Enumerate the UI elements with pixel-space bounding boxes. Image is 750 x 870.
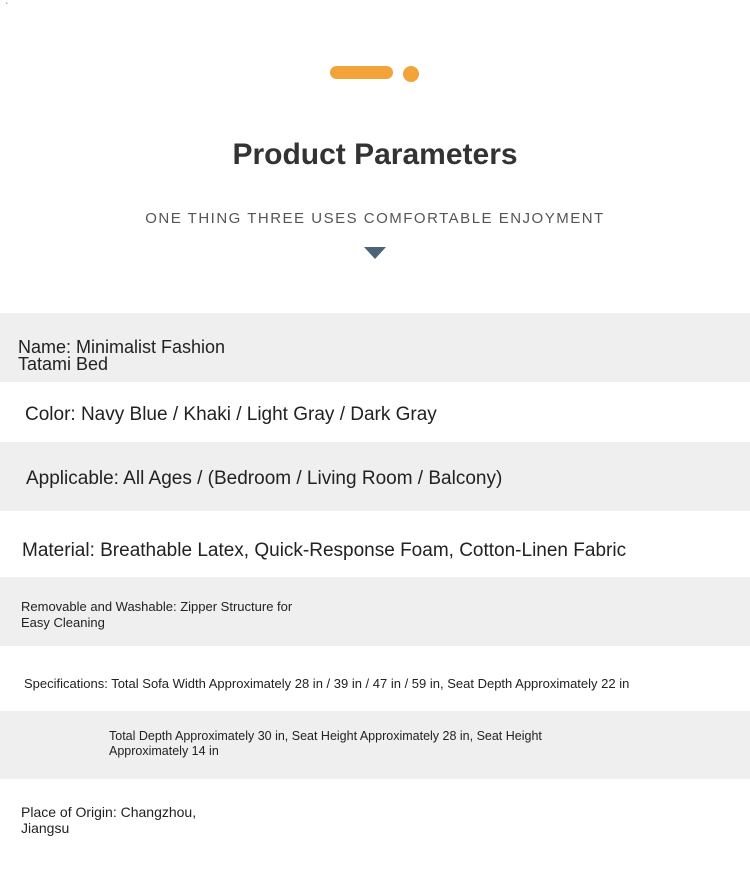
param-text [109, 729, 542, 759]
param-text [21, 804, 196, 836]
param-row-color [0, 383, 750, 442]
param-line: Applicable: All Ages / (Bedroom / Living Room / Balcony) [26, 468, 503, 489]
param-row-name [0, 313, 750, 382]
decorative-bar [330, 66, 393, 79]
param-line: Tatami Bed [18, 354, 109, 374]
param-line: Specifications: Total Sofa Width Approximately 28 in / 39 in / 47 in / 59 in, Seat Depth Approximately 22 in [24, 676, 630, 691]
param-text [21, 599, 292, 631]
decorative-dot [403, 66, 419, 82]
param-row-specifications [0, 646, 750, 711]
corner-mark: ` [5, 2, 9, 13]
param-text [18, 339, 225, 373]
param-line: Color: Navy Blue / Khaki / Light Gray / Dark Gray [25, 404, 437, 425]
page-title: Product Parameters [232, 138, 518, 171]
param-row-origin [0, 779, 750, 870]
triangle-down-icon [364, 247, 386, 259]
param-line: Material: Breathable Latex, Quick-Response Foam, Cotton-Linen Fabric [22, 540, 627, 561]
param-line: Total Depth Approximately 30 in, Seat Height Approximately 28 in, Seat Height [109, 729, 542, 743]
param-row-depth [0, 711, 750, 779]
param-line: Easy Cleaning [21, 615, 105, 630]
param-line: Removable and Washable: Zipper Structure for [21, 599, 293, 614]
param-line: Jiangsu [21, 820, 70, 836]
param-row-applicable [0, 442, 750, 511]
param-line: Place of Origin: Changzhou, [21, 804, 197, 820]
param-row-material [0, 511, 750, 577]
param-line: Approximately 14 in [109, 744, 219, 758]
page-subtitle: ONE THING THREE USES COMFORTABLE ENJOYMENT [145, 210, 605, 227]
param-row-washable [0, 577, 750, 646]
param-line: Name: Minimalist Fashion [18, 337, 226, 357]
